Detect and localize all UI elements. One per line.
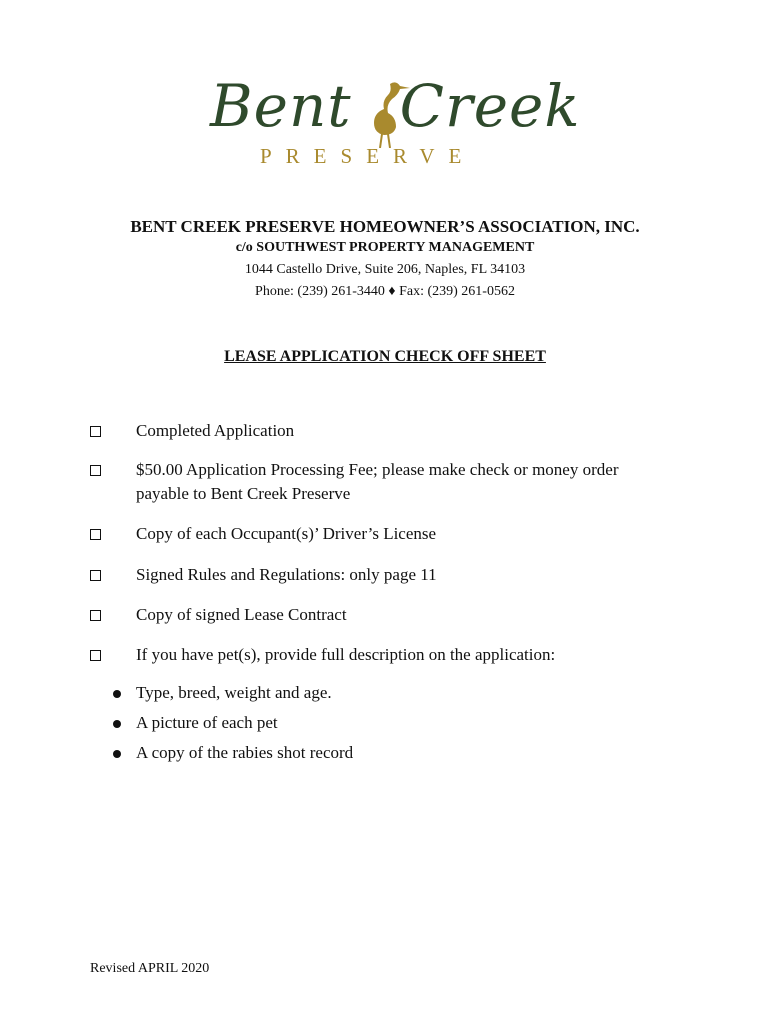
checkbox[interactable] [90, 529, 101, 540]
checklist-item-fee-continued: payable to Bent Creek Preserve [136, 484, 351, 503]
checklist-item-lease-contract: Copy of signed Lease Contract [136, 605, 347, 624]
logo-word-bent: Bent [210, 72, 352, 140]
checkbox[interactable] [90, 465, 101, 476]
bullet-icon [113, 690, 121, 698]
pet-item-rabies: A copy of the rabies shot record [136, 743, 354, 762]
bullet-icon [113, 750, 121, 758]
logo-subtitle: PRESERVE [260, 144, 476, 168]
checkbox[interactable] [90, 426, 101, 437]
address: 1044 Castello Drive, Suite 206, Naples, FL 34103 [244, 262, 526, 277]
pet-item-picture: A picture of each pet [136, 713, 278, 732]
pet-item-type: Type, breed, weight and age. [136, 683, 332, 702]
checklist-item-pets: If you have pet(s), provide full description on the application: [136, 645, 556, 664]
bullet-icon [113, 720, 121, 728]
checkbox[interactable] [90, 570, 101, 581]
phone-fax: Phone: (239) 261-3440 ♦ Fax: (239) 261-0562 [255, 284, 515, 299]
bent-creek-logo [210, 72, 581, 172]
logo-word-creek: Creek [399, 72, 581, 140]
checkbox[interactable] [90, 650, 101, 661]
checkbox[interactable] [90, 610, 101, 621]
revision-date: Revised APRIL 2020 [90, 961, 210, 976]
checklist-item-drivers-license: Copy of each Occupant(s)’ Driver’s License [136, 524, 437, 543]
checklist-item-rules: Signed Rules and Regulations: only page 11 [136, 565, 437, 584]
page-title: LEASE APPLICATION CHECK OFF SHEET [224, 348, 546, 365]
heron-icon [360, 78, 412, 148]
organization-name: BENT CREEK PRESERVE HOMEOWNER’S ASSOCIATION, INC. [130, 217, 640, 236]
management-company: c/o SOUTHWEST PROPERTY MANAGEMENT [235, 240, 535, 255]
checklist-item-completed-application: Completed Application [136, 421, 295, 440]
checklist-item-fee: $50.00 Application Processing Fee; please make check or money order [136, 460, 619, 479]
